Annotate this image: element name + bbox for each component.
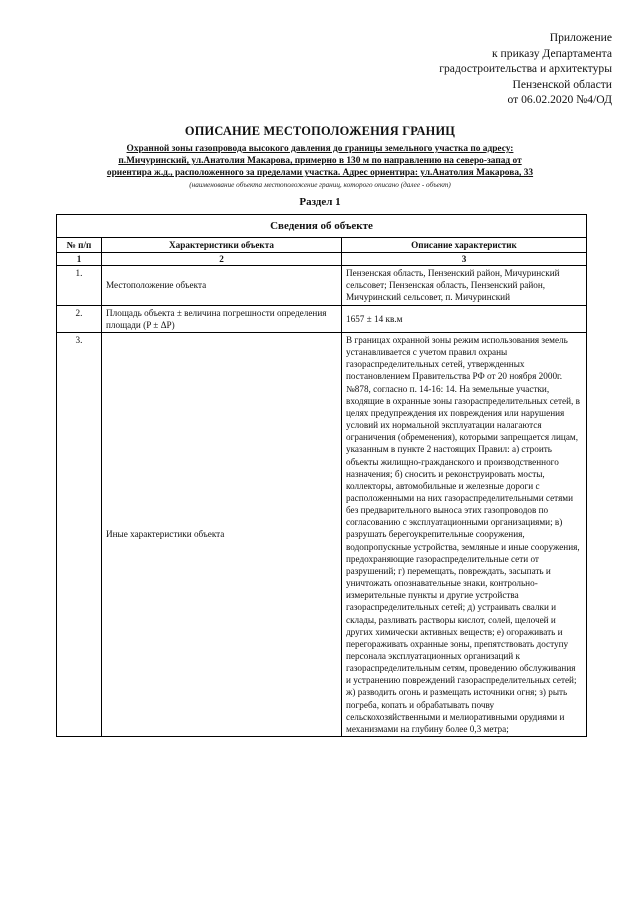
appendix-line: Приложение xyxy=(549,31,612,44)
appendix-line: градостроительства и архитектуры xyxy=(439,62,612,76)
column-number: 1 xyxy=(57,253,102,266)
table-row xyxy=(57,266,587,305)
header-characteristic: Характеристики объекта xyxy=(102,238,342,253)
section-title: Раздел 1 xyxy=(299,196,341,208)
object-info-table xyxy=(56,214,587,737)
appendix-line: от 06.02.2020 №4/ОД xyxy=(507,93,612,107)
appendix-block xyxy=(372,30,612,108)
subtitle-line: Охранной зоны газопровода высокого давления до границы земельного участка по адресу: xyxy=(126,144,514,154)
row-characteristic: Местоположение объекта xyxy=(102,266,342,305)
object-subtitle xyxy=(62,143,578,180)
subtitle-hint: (наименование объекта местоположение границ, которого описано (далее - объект) xyxy=(189,181,451,189)
header-description: Описание характеристик xyxy=(342,238,587,253)
column-number: 3 xyxy=(342,253,587,266)
row-description: Пензенская область, Пензенский район, Мичуринский сельсовет; Пензенская область, Пензенский район, Мичуринский сельсовет, п. Мичуринский xyxy=(342,266,587,305)
subtitle-line: ориентира ж.д., расположенного за пределами участка. Адрес ориентира: ул.Анатолия Макарова, 33 xyxy=(106,168,534,179)
row-num: 1. xyxy=(57,266,102,305)
appendix-line: Пензенской области xyxy=(512,77,612,91)
row-description: В границах охранной зоны режим использования земель устанавливается с учетом правил охраны газораспределительных сетей, утвержденных постановлением Правительства РФ от 20 ноября 2000г. №878, согласно п. 14-16: 14. На земельные участки, входящие в охранные зоны газораспределительных сетей, в целях предупреждения их повреждения или нарушения условий их нормальной эксплуатации налагаются ограничения (обременения), которыми запрещается лицам, указанным в пункте 2 настоящих Правил: а) строить объекты жилищно-гражданского и производственного назначения; б) сносить и реконструировать мосты, коллекторы, автомобильные и железные дороги с расположенными на них газораспределительными сетями без предварительного выноса этих газопроводов по согласованию с эксплуатационными организациями; в) разрушать берегоукрепительные сооружения, водопропускные устройства, земляные и иные сооружения, предохраняющие газораспределительные сети от разрушений; г) перемещать, повреждать, засыпать и уничтожать опознавательные знаки, контрольно-измерительные пункты и другие устройства газораспределительных сетей; д) устраивать свалки и склады, разливать растворы кислот, солей, щелочей и других химически активных веществ; е) огораживать и перегораживать охранные зоны, препятствовать доступу персонала эксплуатационных организаций к газораспределительным сетям, проведению обслуживания и устранению повреждений газораспределительных сетей; ж) разводить огонь и размещать источники огня; з) рыть погреба, копать и обрабатывать почву сельскохозяйственными и мелиоративными орудиями и механизмами на глубину более 0,3 метра; xyxy=(342,332,587,736)
row-characteristic: Площадь объекта ± величина погрешности определения площади (P ± ΔP) xyxy=(102,305,342,332)
column-numbers-row xyxy=(57,253,587,266)
column-number: 2 xyxy=(102,253,342,266)
header-num: № п/п xyxy=(57,238,102,253)
table-row xyxy=(57,332,587,736)
row-characteristic: Иные характеристики объекта xyxy=(102,332,342,736)
row-description: 1657 ± 14 кв.м xyxy=(342,305,587,332)
document-title: ОПИСАНИЕ МЕСТОПОЛОЖЕНИЯ ГРАНИЦ xyxy=(184,124,456,138)
subtitle-line: п.Мичуринский, ул.Анатолия Макарова, примерно в 130 м по направлению на северо-запад от xyxy=(118,156,522,167)
table-row xyxy=(57,305,587,332)
appendix-line: к приказу Департамента xyxy=(492,46,612,60)
row-num: 2. xyxy=(57,305,102,332)
table-header-row xyxy=(57,238,587,253)
table-caption: Сведения об объекте xyxy=(57,215,587,238)
row-num: 3. xyxy=(57,332,102,736)
